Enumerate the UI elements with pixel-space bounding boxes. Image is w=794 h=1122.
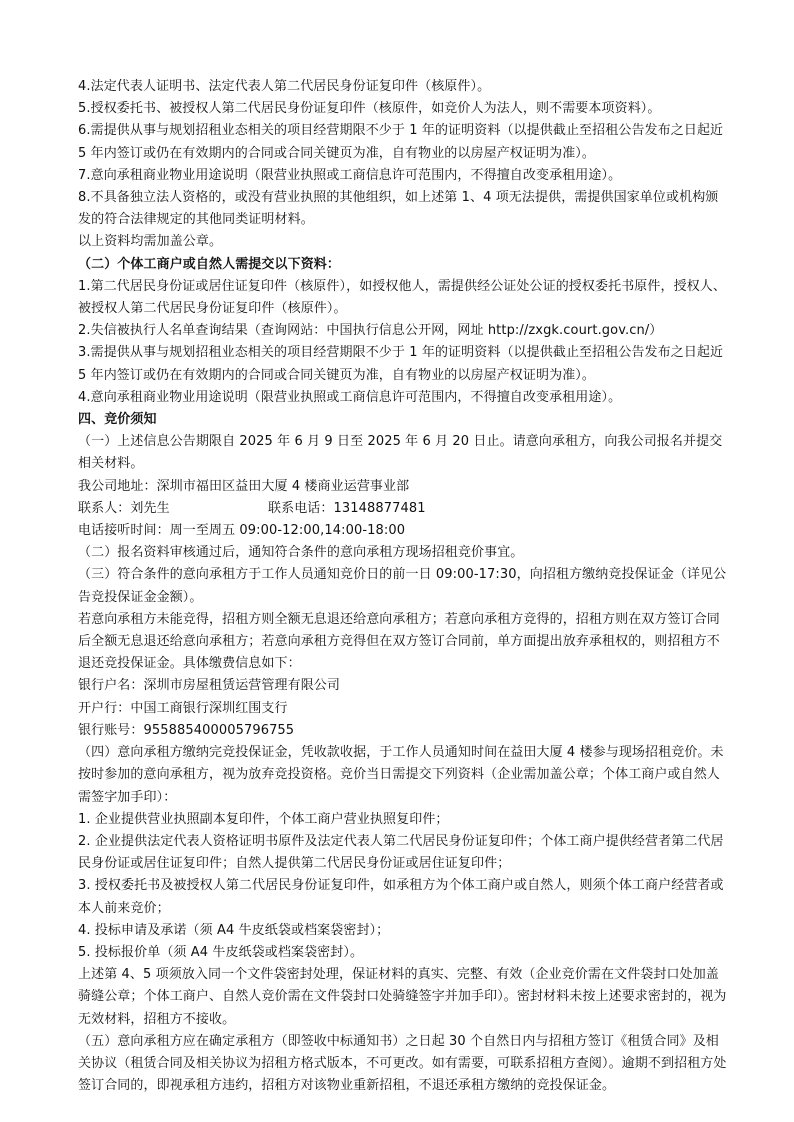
- bid-doc-5: 5. 投标报价单（须 A4 牛皮纸袋或档案袋密封）。: [78, 944, 364, 960]
- section-4-heading: 四、竞价须知: [78, 412, 157, 428]
- contact-phone: 联系电话：13148877481: [268, 500, 426, 516]
- item-4-legal-rep-cert: 4.法定代表人证明书、法定代表人第二代居民身份证复印件（核原件）。: [78, 79, 491, 94]
- notice-period: （一）上述信息公告期限自 2025 年 6 月 9 日至 2025 年 6 月 20 日止。请意向承租方，向我公司报名并提交相关材料。: [78, 434, 723, 472]
- section-2-heading: （二）个体工商户或自然人需提交以下资料：: [78, 256, 341, 272]
- seal-note: 以上资料均需加盖公章。: [78, 234, 223, 250]
- contract-signing-notice: （五）意向承租方应在确定承租方（即签收中标通知书）之日起 30 个自然日内与招租方签订《租赁合同》及相关协议（租赁合同及相关协议为招租方格式版本，不可更改。如有需要，可联系招租方查阅）。逾期不到招租方处签订合同的，即视承租方违约，招租方对该物业重新招租，不退还承租方缴纳的竞投保证金。: [78, 1033, 727, 1094]
- bank-branch: 开户行：中国工商银行深圳红围支行: [78, 700, 288, 716]
- individual-item-1: 1.第二代居民身份证或居住证复印件（核原件），如授权他人，需提供经公证处公证的授权委托书原件，授权人、被授权人第二代居民身份证复印件（核原件）。: [78, 278, 727, 317]
- phone-hours: 电话接听时间：周一至周五 09:00-12:00,14:00-18:00: [78, 523, 406, 539]
- bidding-procedure: （四）意向承租方缴纳完竞投保证金，凭收款收据，于工作人员通知时间在益田大厦 4 楼参与现场招租竞价。未按时参加的意向承租方，视为放弃竞投资格。竞价当日需提交下列资料（企业需加盖公章；个体工商户或自然人需签字加手印）：: [78, 745, 724, 805]
- sealing-requirements: 上述第 4、5 项须放入同一个文件袋密封处理，保证材料的真实、完整、有效（企业竞价需在文件袋封口处加盖骑缝公章；个体工商户、自然人竞价需在文件袋封口处骑缝签字并加手印）。密封材料未按上述要求密封的，视为无效材料，招租方不接收。: [78, 967, 727, 1027]
- bank-account-number: 银行账号：955885400005796755: [78, 722, 295, 738]
- individual-item-4: 4.意向承租商业物业用途说明（限营业执照或工商信息许可范围内，不得擅自改变承租用途）。: [78, 389, 622, 405]
- deposit-refund-rules: 若意向承租方未能竞得，招租方则全额无息退还给意向承租方；若意向承租方竞得的，招租方则在双方签订合同后全额无息退还给意向承租方；若意向承租方竞得但在双方签订合同前，单方面提出放弃承租权的，则招租方不退还竞投保证金。具体缴费信息如下：: [78, 611, 720, 672]
- review-notice: （二）报名资料审核通过后，通知符合条件的意向承租方现场招租竞价事宜。: [78, 545, 524, 561]
- document-page: [78, 76, 728, 1097]
- item-8-other-orgs: 8.不具备独立法人资格的，或没有营业执照的其他组织，如上述第 1、4 项无法提供，需提供国家单位或机构颁发的符合法律规定的其他同类证明材料。: [78, 190, 719, 228]
- bid-doc-4: 4. 投标申请及承诺（须 A4 牛皮纸袋或档案袋密封）；: [78, 922, 390, 938]
- bid-doc-3: 3. 授权委托书及被授权人第二代居民身份证复印件，如承租方为个体工商户或自然人，则须个体工商户经营者或本人前来竞价；: [78, 878, 724, 916]
- individual-item-2: 2.失信被执行人名单查询结果（查询网站：中国执行信息公开网，网址 http://zxgk.court.gov.cn/）: [78, 323, 663, 339]
- deposit-notice: （三）符合条件的意向承租方于工作人员通知竞价日的前一日 09:00-17:30，向招租方缴纳竞投保证金（详见公告竞投保证金金额）。: [78, 567, 727, 605]
- item-5-power-of-attorney: 5.授权委托书、被授权人第二代居民身份证复印件（核原件，如竞价人为法人，则不需要本项资料）。: [78, 101, 661, 117]
- item-7-usage-statement: 7.意向承租商业物业用途说明（限营业执照或工商信息许可范围内，不得擅自改变承租用途）。: [78, 167, 622, 183]
- contact-row: [78, 498, 728, 520]
- individual-item-3: 3.需提供从事与规划招租业态相关的项目经营期限不少于 1 年的证明资料（以提供截止至招租公告发布之日起近 5 年内签订或仍在有效期内的合同或合同关键页为准，自有物业的以房屋产权证明为准）。: [78, 345, 724, 383]
- contact-person: 联系人：刘先生: [78, 500, 170, 516]
- bid-doc-1: 1. 企业提供营业执照副本复印件，个体工商户营业执照复印件；: [78, 811, 449, 827]
- bid-doc-2: 2. 企业提供法定代表人资格证明书原件及法定代表人第二代居民身份证复印件；个体工商户提供经营者第二代居民身份证或居住证复印件；自然人提供第二代居民身份证或居住证复印件；: [78, 833, 724, 872]
- bank-account-name: 银行户名：深圳市房屋租赁运营管理有限公司: [78, 678, 341, 694]
- company-address: 我公司地址：深圳市福田区益田大厦 4 楼商业运营事业部: [78, 478, 410, 494]
- item-6-business-proof: 6.需提供从事与规划招租业态相关的项目经营期限不少于 1 年的证明资料（以提供截止至招租公告发布之日起近 5 年内签订或仍在有效期内的合同或合同关键页为准，自有物业的以房屋产权证明为准）。: [78, 123, 724, 161]
